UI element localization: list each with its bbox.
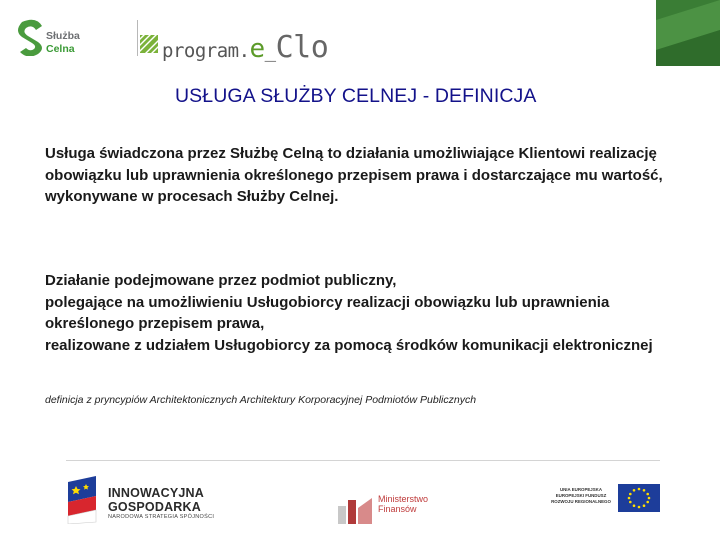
ig-line1: INNOWACYJNA [108, 486, 204, 500]
eu-stars-icon [618, 484, 660, 512]
sluzba-celna-logo [14, 14, 124, 60]
service-definition-paragraph: Usługa świadczona przez Służbę Celną to działania umożliwiające Klientowi realizację obowiązku lub uprawnienia określonego przepisem prawa i dostarczające mu wartość, wykonywane w procesach Służby Celnej. [45, 145, 663, 205]
sluzba-celna-line2: Celna [46, 43, 75, 55]
sluzba-celna-wordmark [46, 30, 80, 56]
program-e-clo-logo [138, 14, 329, 65]
ig-line3: NARODOWA STRATEGIA SPÓJNOŚCI [108, 514, 215, 520]
definition-line-2: polegające na umożliwieniu Usługobiorcy realizacji obowiązku lub uprawnienia określonego przepisem prawa, [45, 293, 610, 332]
innowacyjna-gospodarka-logo [66, 470, 236, 530]
ecl-sep: _ [264, 40, 276, 62]
sluzba-celna-line1: Służba [46, 30, 80, 42]
ig-line2: GOSPODARKA [108, 500, 201, 514]
ministerstwo-finansow-logo [338, 488, 448, 532]
source-footnote: definicja z pryncypiów Architektonicznych Architektury Korporacyjnej Podmiotów Publicznych [45, 394, 477, 406]
ecl-e: e [249, 34, 265, 64]
eu-text [548, 487, 614, 505]
mf-emblem-icon [338, 494, 372, 524]
definition-line-3: realizowane z udziałem Usługobiorcy za pomocą środków komunikacji elektronicznej [45, 336, 653, 354]
footer-divider [66, 460, 660, 461]
ecl-clo: Clo [275, 30, 329, 65]
eu-erdf-logo [548, 484, 664, 516]
ecl-prefix: program. [162, 40, 250, 62]
eu-flag-icon [618, 484, 660, 512]
definition-line-1: Działanie podejmowane przez podmiot publiczny, [45, 272, 397, 289]
eu-line3: ROZWOJU REGIONALNEGO [551, 499, 611, 504]
mf-line2: Finansów [378, 504, 417, 514]
definition-block [45, 270, 670, 356]
program-e-clo-wordmark [162, 30, 328, 65]
eu-line1: UNIA EUROPEJSKA [559, 487, 603, 492]
striped-square-icon [140, 35, 158, 53]
corner-decoration [656, 0, 720, 66]
mf-line1: Ministerstwo [378, 494, 429, 504]
innowacyjna-gospodarka-emblem-icon [66, 474, 100, 524]
corner-pattern-icon [656, 0, 720, 66]
eu-line2: EUROPEJSKI FUNDUSZ [555, 493, 607, 498]
page-title: USŁUGA SŁUŻBY CELNEJ - DEFINICJA [175, 85, 537, 107]
